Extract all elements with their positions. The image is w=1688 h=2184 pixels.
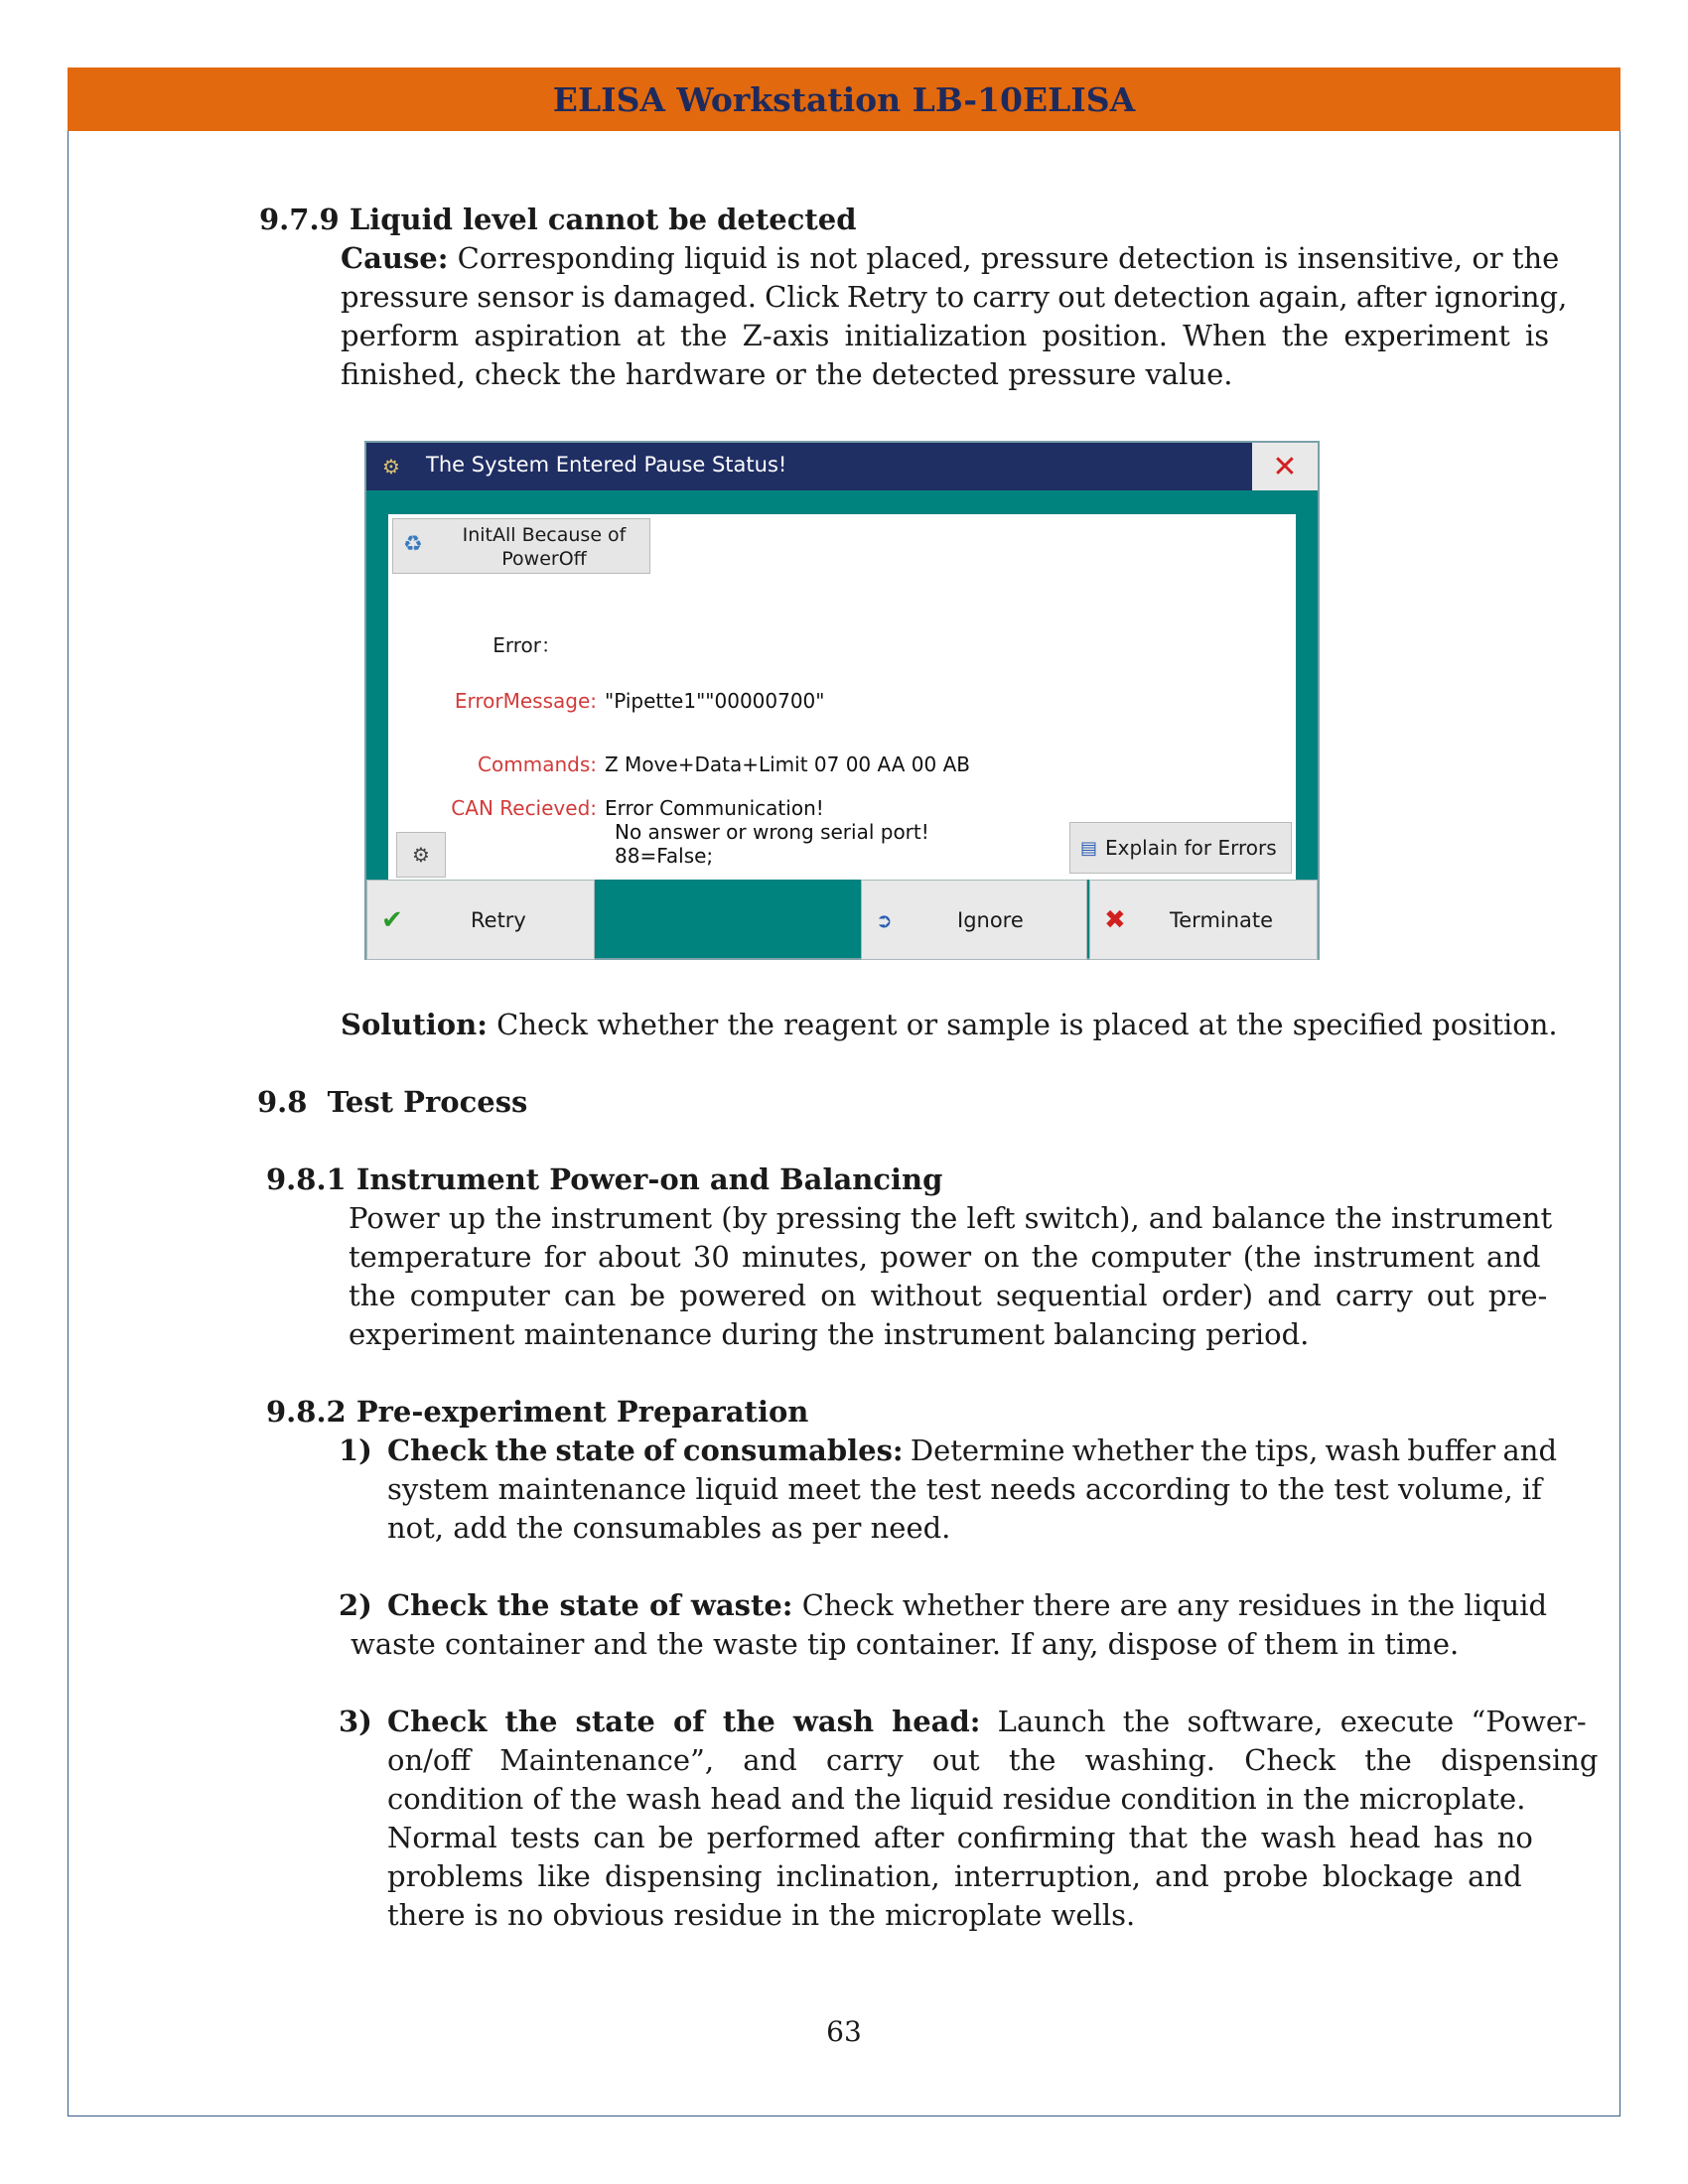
terminate-label: Terminate <box>1170 907 1274 932</box>
poweron-line-4: experiment maintenance during the instrument balancing period. <box>349 1317 1310 1351</box>
can-value-2: No answer or wrong serial port! <box>615 820 929 844</box>
solution-label: Solution: <box>341 1008 488 1041</box>
item-1-line-1 <box>387 1432 1557 1470</box>
item-3-text-1: Launch the software, execute “Power- <box>980 1705 1587 1738</box>
checkmark-icon: ✔ <box>381 904 403 935</box>
section-heading-982: 9.8.2 Pre-experiment Preparation <box>266 1395 809 1429</box>
app-icon: ⚙ <box>382 455 400 478</box>
cause-label: Cause: <box>341 241 449 275</box>
item-2-text-1: Check whether there are any residues in the liquid <box>792 1588 1548 1622</box>
solution-line <box>341 1006 1558 1044</box>
section-heading-98: 9.8 Test Process <box>257 1085 528 1119</box>
ignore-button[interactable] <box>861 880 1087 960</box>
page-header <box>68 68 1620 131</box>
item-2-number: 2) <box>339 1588 372 1622</box>
retry-button[interactable] <box>366 880 595 960</box>
dialog-title: The System Entered Pause Status! <box>426 453 787 477</box>
can-value-1: Error Communication! <box>605 796 824 820</box>
flask-icon: ♻ <box>403 532 423 557</box>
item-3-number: 3) <box>339 1705 372 1738</box>
cause-line-1 <box>341 239 1559 278</box>
item-1-line-2: system maintenance liquid meet the test needs according to the test volume, if <box>387 1472 1542 1506</box>
error-label: Error： <box>492 633 561 657</box>
commands-label: Commands: <box>478 752 597 776</box>
errormessage-label: ErrorMessage: <box>454 689 597 713</box>
poweron-line-3: the computer can be powered on without sequential order) and carry out pre- <box>349 1279 1548 1312</box>
item-3-line-3: condition of the wash head and the liquid residue condition in the microplate. <box>387 1782 1526 1816</box>
cause-text-1: Corresponding liquid is not placed, pressure detection is insensitive, or the <box>448 241 1560 275</box>
poweron-line-1: Power up the instrument (by pressing the left switch), and balance the instrument <box>349 1201 1553 1235</box>
explain-label: Explain for Errors <box>1105 836 1277 860</box>
item-1-text-1: Determine whether the tips, wash buffer and <box>903 1433 1558 1467</box>
item-3-line-5: problems like dispensing inclination, interruption, and probe blockage and <box>387 1859 1522 1893</box>
explain-errors-button[interactable] <box>1069 822 1292 874</box>
item-3-line-4: Normal tests can be performed after confirming that the wash head has no <box>387 1821 1533 1854</box>
cause-line-2: pressure sensor is damaged. Click Retry to carry out detection again, after ignoring, <box>341 280 1568 314</box>
retry-label: Retry <box>471 907 526 932</box>
item-3-line-6: there is no obvious residue in the microplate wells. <box>387 1898 1136 1932</box>
cause-line-3: perform aspiration at the Z-axis initialization position. When the experiment is <box>341 319 1550 352</box>
dialog-body <box>388 514 1296 880</box>
item-1-label: Check the state of consumables: <box>387 1433 904 1467</box>
item-1-number: 1) <box>339 1433 372 1467</box>
item-3-label: Check the state of the wash head: <box>387 1705 981 1738</box>
settings-gear-icon[interactable]: ⚙ <box>396 832 446 878</box>
errormessage-value: "Pipette1""00000700" <box>605 689 825 713</box>
section-heading-979: 9.7.9 Liquid level cannot be detected <box>259 203 857 236</box>
ignore-label: Ignore <box>957 907 1024 932</box>
item-3-line-1 <box>387 1703 1587 1741</box>
item-2-label: Check the state of waste: <box>387 1588 793 1622</box>
dialog-title-bar <box>366 443 1318 490</box>
cause-line-4: finished, check the hardware or the detected pressure value. <box>341 357 1233 391</box>
calendar-icon: ▤ <box>1080 837 1098 859</box>
item-2-line-2: waste container and the waste tip container. If any, dispose of them in time. <box>351 1627 1460 1661</box>
section-heading-981: 9.8.1 Instrument Power-on and Balancing <box>266 1162 943 1196</box>
poweron-line-2: temperature for about 30 minutes, power on the computer (the instrument and <box>349 1240 1541 1274</box>
terminate-button[interactable] <box>1089 880 1318 960</box>
solution-text: Check whether the reagent or sample is placed at the specified position. <box>487 1008 1558 1041</box>
initall-button[interactable] <box>392 518 650 574</box>
pause-status-dialog <box>364 441 1320 960</box>
header-title: ELISA Workstation LB-10ELISA <box>552 79 1136 119</box>
item-1-line-3: not, add the consumables as per need. <box>387 1511 951 1545</box>
close-icon[interactable]: ✕ <box>1252 443 1318 490</box>
commands-value: Z Move+Data+Limit 07 00 AA 00 AB <box>605 752 970 776</box>
skip-icon: ➲ <box>876 907 893 932</box>
initall-label: InitAll Because of PowerOff <box>462 524 627 570</box>
page-number: 63 <box>826 2015 862 2048</box>
item-3-line-2: on/off Maintenance”, and carry out the washing. Check the dispensing <box>387 1743 1599 1777</box>
item-2-line-1 <box>387 1586 1547 1625</box>
can-received-label: CAN Recieved: <box>451 796 597 820</box>
can-value-3: 88=False; <box>615 844 714 868</box>
close-x-icon: ✖ <box>1104 904 1126 935</box>
